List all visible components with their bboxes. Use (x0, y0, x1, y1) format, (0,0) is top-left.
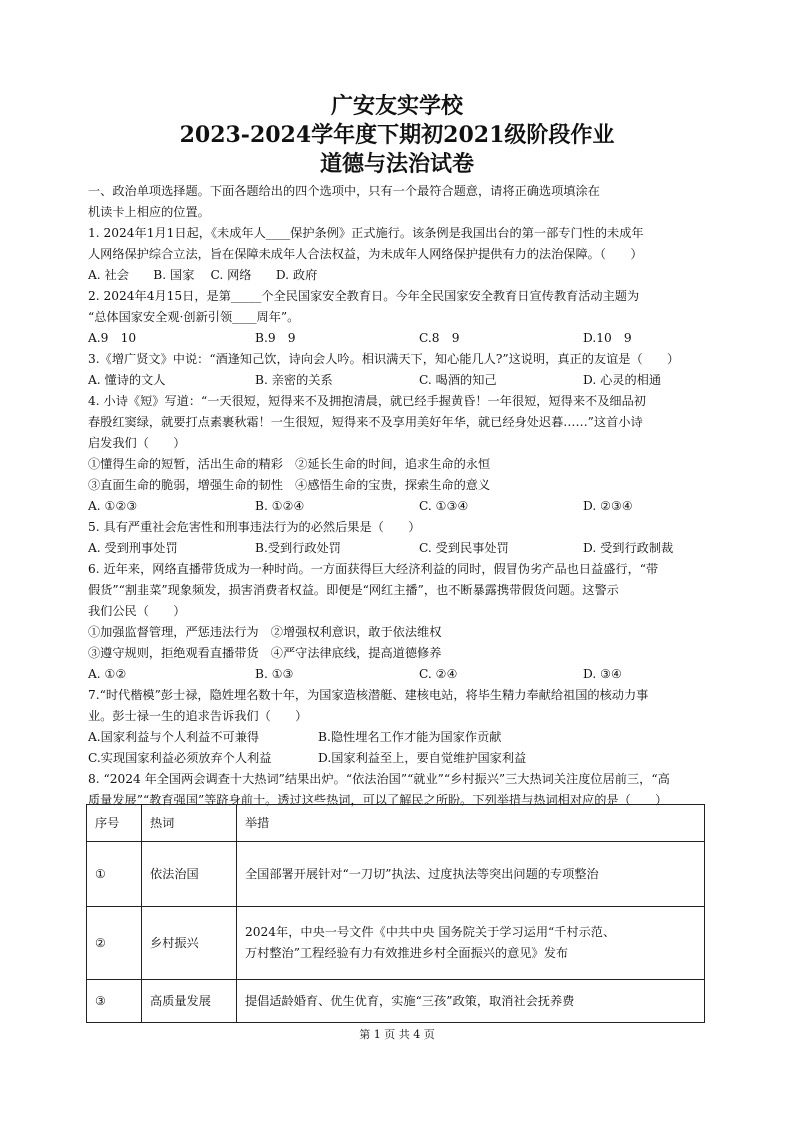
school-name: 广安友实学校 (330, 93, 463, 119)
statement-line: ①加强监督管理，严惩违法行为 ②增强权利意识，敢于依法维权 (88, 625, 442, 639)
question-4 (88, 391, 708, 517)
row-number: ③ (87, 980, 142, 1023)
question-text: 人网络保护综合立法，旨在保障未成年人合法权益，为未成年人网络保护提供有力的法治保障。（ ） (88, 247, 643, 261)
row-hotword: 高质量发展 (142, 980, 237, 1023)
question-text: 3.《增广贤文》中说：“酒逢知己饮，诗向会人吟。相识满天下，知心能几人?”这说明，真正的友谊是（ ） (88, 352, 680, 366)
row-hotword: 依法治国 (142, 842, 237, 907)
question-options (88, 727, 708, 748)
question-2 (88, 286, 708, 349)
question-3 (88, 349, 708, 391)
row-measure (237, 907, 705, 980)
option-c: C.实现国家利益必须放弃个人利益 (88, 751, 272, 765)
option-d: D.10 9 (583, 331, 632, 345)
statement-line: ③遵守规则，拒绝观看直播带货 ④严守法律底线，提高道德修养 (88, 646, 442, 660)
question-text: “总体国家安全观·创新引领____周年”。 (88, 310, 300, 324)
exam-header (0, 92, 794, 179)
exam-term: 2023-2024学年度下期初2021级阶段作业 (179, 122, 615, 148)
option-b: B.隐性埋名工作才能为国家作贡献 (318, 730, 502, 744)
section-instruction: 一、政治单项选择题。下面各题给出的四个选项中，只有一个最符合题意，请将正确选项填涂在 (88, 184, 600, 198)
option-b: B.受到行政处罚 (255, 541, 341, 555)
option-c: C. ②④ (419, 667, 458, 681)
row-hotword: 乡村振兴 (142, 907, 237, 980)
question-1 (88, 223, 708, 286)
question-text: 6. 近年来，网络直播带货成为一种时尚。一方面获得巨大经济利益的同时，假冒伪劣产品也日益盛行，“带 (88, 562, 659, 576)
question-text: 5. 具有严重社会危害性和刑事违法行为的必然后果是（ ） (88, 520, 421, 534)
statement-line: ③直面生命的脆弱，增强生命的韧性 ④感悟生命的宝贵，探索生命的意义 (88, 478, 491, 492)
option-c: C.8 9 (419, 331, 460, 345)
question-body (88, 181, 708, 811)
question-options (88, 538, 708, 559)
question-options (88, 664, 708, 685)
question-7 (88, 685, 708, 769)
option-b: B.9 9 (255, 331, 296, 345)
question-options (88, 328, 708, 349)
row-number: ② (87, 907, 142, 980)
option-a: A. ①② (88, 667, 127, 681)
option-d: D. ②③④ (583, 499, 633, 513)
measure-text: 2024年，中央一号文件《中共中央 国务院关于学习运用“千村示范、 (245, 925, 616, 939)
table-header-row (87, 805, 705, 842)
table-row (87, 980, 705, 1023)
option-c: C. 受到民事处罚 (419, 541, 509, 555)
table-row (87, 907, 705, 980)
option-b: B. 亲密的关系 (255, 373, 333, 387)
page-number: 第 1 页 共 4 页 (359, 1028, 435, 1041)
question-6 (88, 559, 708, 685)
option-b: B. ①②④ (255, 499, 305, 513)
question-text: 假货”“割韭菜”现象频发，损害消费者权益。即便是“网红主播”，也不断暴露携带假货问题。这警示 (88, 583, 619, 597)
row-number: ① (87, 842, 142, 907)
question-text: 春殷红窦绿，就要打点素裹秋霜！一生很短，短得来不及享用美好年华，就已经身处迟暮……”这首小诗 (88, 415, 643, 429)
row-measure (237, 842, 705, 907)
statement-line: ①懂得生命的短暂，活出生命的精彩 ②延长生命的时间，追求生命的永恒 (88, 457, 491, 471)
question-text: 2. 2024年4月15日，是第_____个全民国家安全教育日。今年全民国家安全教育日宣传教育活动主题为 (88, 289, 640, 303)
option-d: D.国家利益至上，要自觉维护国家利益 (318, 751, 527, 765)
question-text: 7.“时代楷模”彭士禄，隐姓埋名数十年，为国家造核潜艇、建核电站，将毕生精力奉献给祖国的核动力事 (88, 688, 649, 702)
option-d: D. 心灵的相通 (583, 373, 662, 387)
option-d: D. 受到行政制裁 (583, 541, 674, 555)
table-header-cell: 热词 (142, 805, 237, 842)
question-options (88, 496, 708, 517)
question-text: 业。彭士禄一生的追求告诉我们（ ） (88, 709, 308, 723)
question-5 (88, 517, 708, 559)
question-text: 质量发展”“教育强国”等跻身前十。透过这些热词，可以了解民之所盼。下列举措与热词相对应的是（ ） (88, 793, 668, 807)
table-row (87, 842, 705, 907)
option-b: B. ①③ (255, 667, 294, 681)
option-a: A.9 10 (88, 331, 137, 345)
measure-text-cont: 万村整治”工程经验有力有效推进乡村全面振兴的意见》发布 (245, 946, 569, 960)
option-d: D. ③④ (583, 667, 622, 681)
question-text: 4. 小诗《短》写道：“一天很短，短得来不及拥抱清晨，就已经手握黄昏！一年很短，短得来不及细品初 (88, 394, 646, 408)
option-a: A. ①②③ (88, 499, 138, 513)
option-c: C. ①③④ (419, 499, 469, 513)
measure-text: 全国部署开展针对“一刀切”执法、过度执法等突出问题的专项整治 (245, 866, 599, 881)
section-instruction-cont: 机读卡上相应的位置。 (88, 205, 210, 219)
exam-subject: 道德与法治试卷 (319, 151, 474, 177)
hotwords-table (86, 804, 705, 1023)
row-measure (237, 980, 705, 1023)
table-header-cell: 举措 (237, 805, 705, 842)
question-text: 启发我们（ ） (88, 436, 186, 450)
table-header-cell: 序号 (87, 805, 142, 842)
question-text: 8. “2024 年全国两会调查十大热词”结果出炉。“依法治国”“就业”“乡村振兴”三大热词关注度位居前三，“高 (88, 772, 670, 786)
question-options (88, 370, 708, 391)
measure-text: 提倡适龄婚育、优生优育，实施“三孩”政策，取消社会抚养费 (245, 993, 575, 1008)
option-c: C. 喝酒的知己 (419, 373, 497, 387)
question-text: 我们公民（ ） (88, 604, 186, 618)
question-options: A. 社会 B. 国家 C. 网络 D. 政府 (88, 268, 318, 282)
question-options (88, 748, 708, 769)
option-a: A. 受到刑事处罚 (88, 541, 178, 555)
question-text: 1. 2024年1月1日起，《未成年人____保护条例》正式施行。该条例是我国出台的第一部专门性的未成年 (88, 226, 644, 240)
option-a: A. 懂诗的文人 (88, 373, 166, 387)
option-a: A.国家利益与个人利益不可兼得 (88, 730, 260, 744)
